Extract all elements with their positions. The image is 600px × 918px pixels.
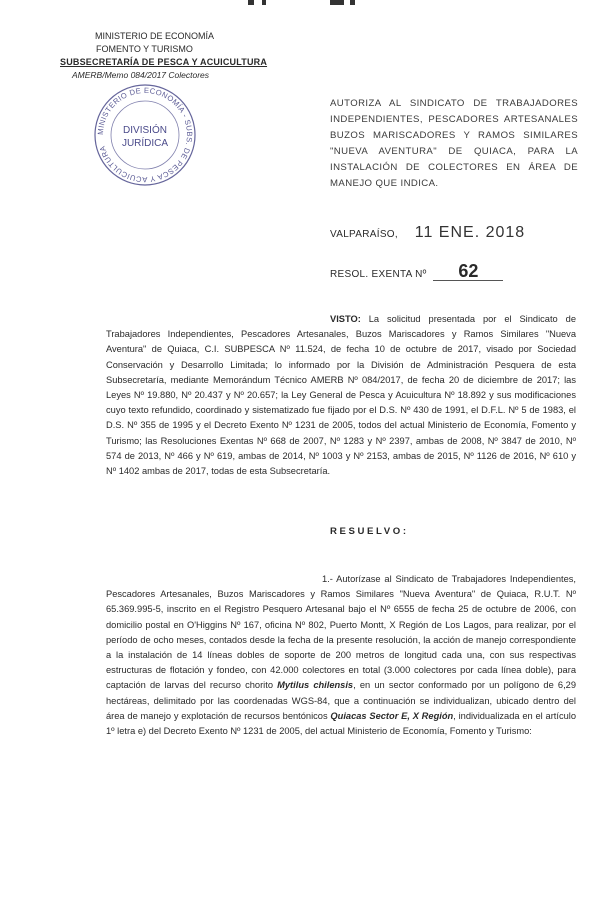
- ministry-name-line-2: FOMENTO Y TURISMO: [96, 44, 193, 54]
- place-and-date: [330, 224, 525, 242]
- visto-keyword: VISTO:: [330, 314, 361, 324]
- subsecretaria-name: SUBSECRETARÍA DE PESCA Y ACUICULTURA: [60, 57, 268, 67]
- item1-text-c: , individualizada en el artículo 1º letra e) del Decreto Exento Nº 1231 de 2005, del actual Ministerio de Economía, Fomento y Turismo:: [106, 710, 577, 737]
- memo-reference: AMERB/Memo 084/2017 Colectores: [72, 70, 210, 80]
- date-stamp: 11 ENE. 2018: [414, 224, 526, 241]
- resuelvo-heading: RESUELVO:: [330, 526, 409, 537]
- resolution-subject: AUTORIZA AL SINDICATO DE TRABAJADORES INDEPENDIENTES, PESCADORES ARTESANALES BUZOS MARISCADORES Y RAMOS SIMILARES "NUEVA AVENTURA" DE QUIACA, PARA LA INSTALACIÓN DE COLECTORES EN ÁREA DE MANEJO QUE INDICA.: [330, 98, 578, 189]
- resolution-number-line: [330, 262, 503, 281]
- item1-text-a: 1.- Autorízase al Sindicato de Trabajadores Independientes, Pescadores Artesanales, Buzos Mariscadores y Ramos Similares "Nueva Aventura" de Quiaca, R.U.T. Nº 65.369.995-5, inscrito en el Registro Pesquero Artesanal bajo el Nº 6555 de fecha 25 de octubre de 2006, con domicilio postal en O'Higgins Nº 167, oficina Nº 802, Puerto Montt, X Región de Los Lagos, para realizar, por el período de ocho meses, contados desde la fecha de la presente resolución, la acción de manejo correspondiente a la instalación de 14 líneas dobles de soporte de 200 metros de longitud cada una, con sus respectivas estructuras de flotación y fondeo, con 42.000 colectores en total (3.000 colectores por cada línea doble), para captación de larvas del recurso chorito: [106, 574, 576, 691]
- visto-paragraph: [106, 312, 576, 479]
- stamp-center-line-1: DIVISIÓN: [123, 125, 167, 136]
- stamp-center-line-2: JURÍDICA: [121, 138, 169, 149]
- item1-text-b: , en un sector conformado por un polígono de 6,29 hectáreas, delimitado por las coordenadas WGS-84, que a continuación se individualizan, ubicado dentro del área de manejo y explotación de recursos bentónicos: [106, 680, 576, 721]
- resolution-number: 62: [433, 262, 503, 281]
- resolution-item-1: [106, 572, 576, 739]
- top-scan-mark: [0, 0, 600, 6]
- resolution-label: RESOL. EXENTA Nº: [330, 269, 427, 280]
- visto-text: La solicitud presentada por el Sindicato de Trabajadores Independientes, Pescadores Artesanales, Buzos Mariscadores y Ramos Similares "Nueva Aventura" de Quiaca, C.I. SUBPESCA Nº 11.524, de fecha 10 de octubre de 2017, visado por Sociedad Conservación y Desarrollo Limitada; lo informado por la División de Administración Pesquera de esta Subsecretaría, mediante Memorándum Técnico AMERB Nº 084/2017, de fecha 20 de diciembre de 2017; las Leyes Nº 19.880, Nº 20.437 y Nº 20.657; la Ley General de Pesca y Acuicultura Nº 18.892 y sus modificaciones cuyo texto refundido, coordinado y sistematizado fue fijado por el D.S. Nº 430 de 1991, el D.F.L. Nº 5 de 1983, el D.S. Nº 355 de 1995 y el Decreto Exento Nº 1231 de 2005, todos del actual Ministerio de Economía, Fomento y Turismo; las Resoluciones Exentas Nº 668 de 2007, Nº 1283 y Nº 2397, ambas de 2008, Nº 3847 de 2010, Nº 574 de 2013, Nº 466 y Nº 619, ambas de 2014, Nº 1003 y Nº 2153, ambas de 2015, Nº 1126 de 2016, Nº 610 y Nº 1402 ambas de 2017, todas de esta Subsecretaría.: [106, 314, 576, 477]
- place-label: VALPARAÍSO,: [330, 229, 398, 240]
- ministry-name: MINISTERIO DE ECONOMÍA: [95, 31, 215, 41]
- division-juridica-stamp: [90, 80, 200, 190]
- item1-species: Mytilus chilensis: [277, 680, 354, 691]
- letterhead: [60, 30, 267, 82]
- item1-area: Quiacas Sector E, X Región: [330, 710, 454, 721]
- stamp-ring-text: MINISTERIO DE ECONOMÍA - SUBS. DE PESCA Y ACUICULTURA: [95, 85, 195, 185]
